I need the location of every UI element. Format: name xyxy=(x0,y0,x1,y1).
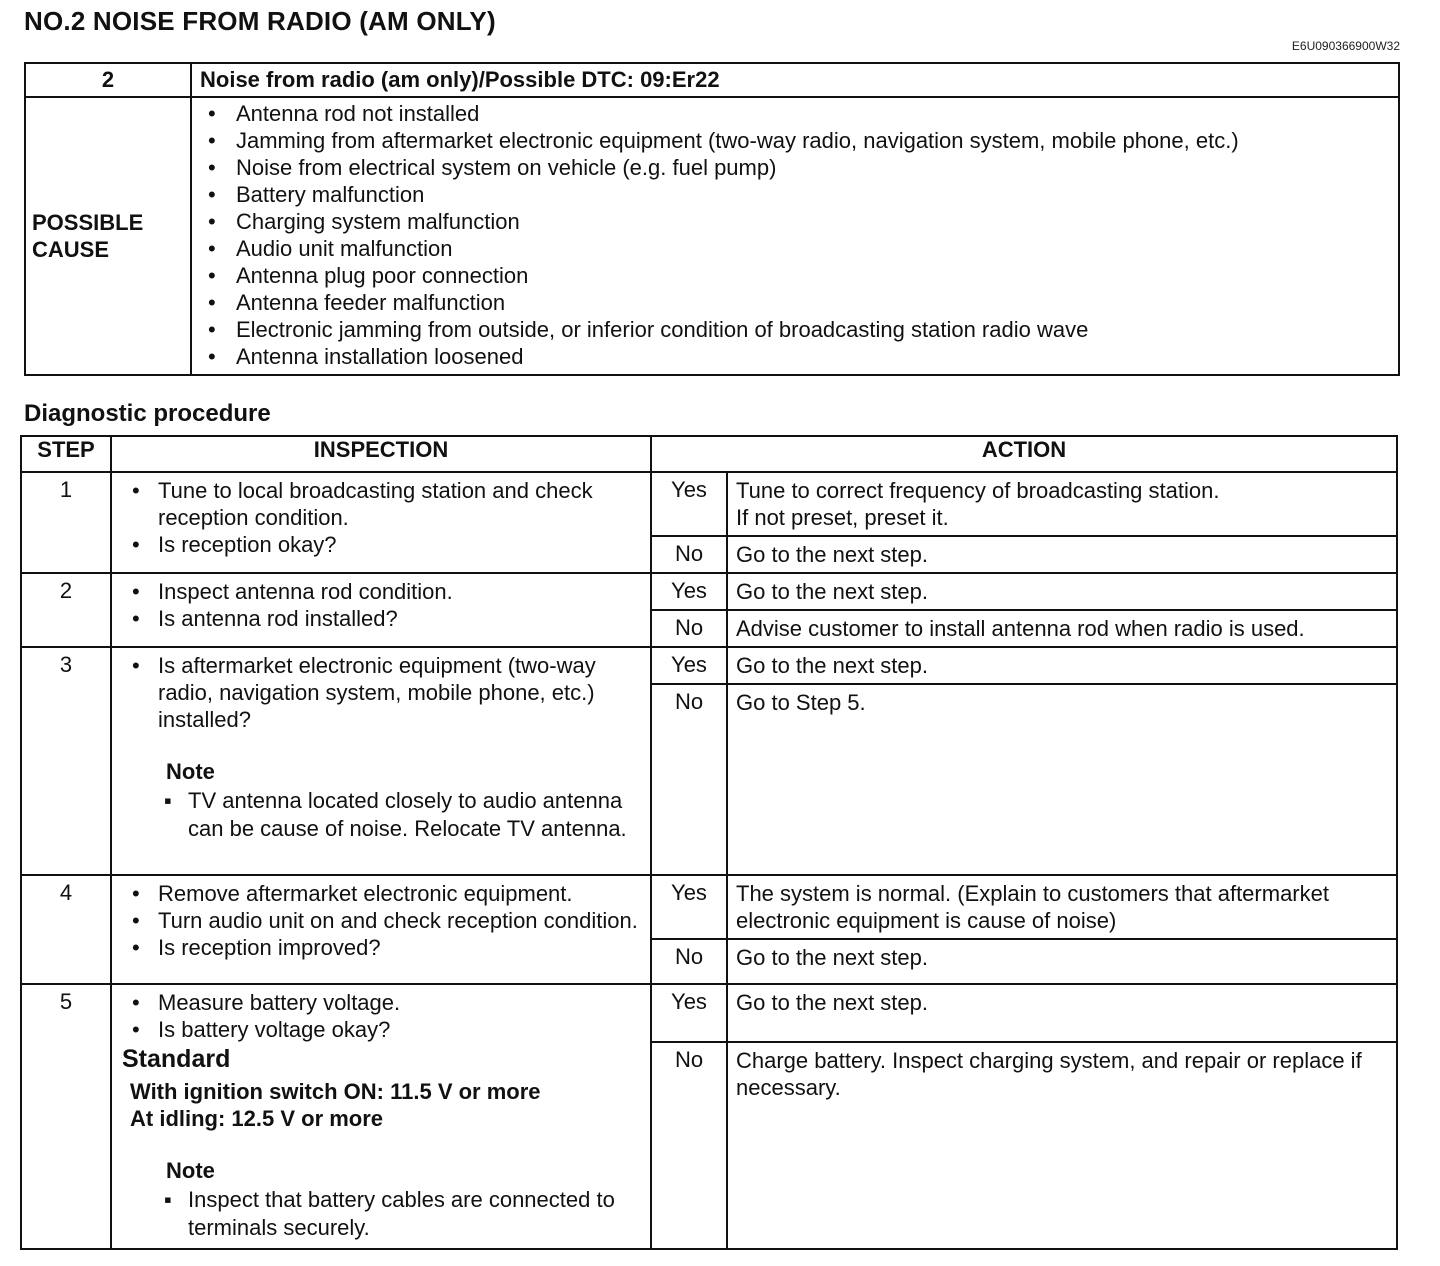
table-row xyxy=(21,647,1397,684)
standard-value: At idling: 12.5 V or more xyxy=(130,1106,384,1131)
cause-item: • Audio unit malfunction xyxy=(192,235,1398,262)
step-number: 5 xyxy=(21,984,111,1249)
inspection-cell xyxy=(111,573,651,647)
no-action: Advise customer to install antenna rod when radio is used. xyxy=(727,610,1397,647)
note-item: ▪ Inspect that battery cables are connected to terminals securely. xyxy=(118,1186,642,1242)
inspection-item: • Remove aftermarket electronic equipment. xyxy=(118,880,642,907)
cause-item: • Antenna feeder malfunction xyxy=(192,289,1398,316)
cause-item: • Battery malfunction xyxy=(192,181,1398,208)
cause-item: • Antenna rod not installed xyxy=(192,100,1398,127)
no-label: No xyxy=(651,684,727,875)
diagnostic-procedure-table xyxy=(20,435,1398,1250)
yes-action: The system is normal. (Explain to customers that aftermarket electronic equipment is cause of noise) xyxy=(727,875,1397,939)
document-code: E6U090366900W32 xyxy=(1291,39,1400,53)
table-row xyxy=(21,875,1397,939)
possible-cause-list-cell xyxy=(191,97,1399,375)
inspection-cell xyxy=(111,647,651,875)
step-number: 3 xyxy=(21,647,111,875)
no-label: No xyxy=(651,1042,727,1249)
cause-item: • Antenna installation loosened xyxy=(192,343,1398,370)
inspection-item: • Tune to local broadcasting station and check reception condition. xyxy=(118,477,642,531)
yes-action: Go to the next step. xyxy=(727,984,1397,1042)
step-number: 4 xyxy=(21,875,111,984)
cause-item: • Electronic jamming from outside, or inferior condition of broadcasting station radio wave xyxy=(192,316,1398,343)
table-row xyxy=(21,573,1397,610)
no-action: Go to Step 5. xyxy=(727,684,1397,875)
standard-title: Standard xyxy=(122,1045,231,1073)
step-number: 1 xyxy=(21,472,111,573)
yes-action: Go to the next step. xyxy=(727,573,1397,610)
possible-cause-list xyxy=(192,100,1398,370)
inspection-item: • Is reception improved? xyxy=(118,934,642,961)
cause-item: • Antenna plug poor connection xyxy=(192,262,1398,289)
symptom-number: 2 xyxy=(25,63,191,97)
inspection-item: • Is antenna rod installed? xyxy=(118,605,642,632)
no-label: No xyxy=(651,939,727,984)
action-text: If not preset, preset it. xyxy=(736,505,949,530)
section-title: Diagnostic procedure xyxy=(24,400,271,427)
no-action: Charge battery. Inspect charging system, and repair or replace if necessary. xyxy=(727,1042,1397,1249)
yes-label: Yes xyxy=(651,472,727,536)
step-number: 2 xyxy=(21,573,111,647)
standard-value: With ignition switch ON: 11.5 V or more xyxy=(130,1079,541,1104)
table-row xyxy=(21,472,1397,536)
note-item: ▪ TV antenna located closely to audio antenna can be cause of noise. Relocate TV antenna. xyxy=(118,787,642,843)
page-title: NO.2 NOISE FROM RADIO (AM ONLY) xyxy=(24,6,496,36)
no-label: No xyxy=(651,536,727,573)
cause-item: • Noise from electrical system on vehicle (e.g. fuel pump) xyxy=(192,154,1398,181)
inspection-item: • Is aftermarket electronic equipment (two-way radio, navigation system, mobile phone, etc.) installed? xyxy=(118,652,642,733)
action-text: Tune to correct frequency of broadcasting station. xyxy=(736,478,1220,503)
table-header-row xyxy=(21,436,1397,472)
note-title: Note xyxy=(166,759,215,784)
yes-action: Go to the next step. xyxy=(727,647,1397,684)
yes-action xyxy=(727,472,1397,536)
symptom-title: Noise from radio (am only)/Possible DTC: 09:Er22 xyxy=(191,63,1399,97)
inspection-cell xyxy=(111,472,651,573)
inspection-item: • Turn audio unit on and check reception condition. xyxy=(118,907,642,934)
yes-label: Yes xyxy=(651,573,727,610)
cause-item: • Charging system malfunction xyxy=(192,208,1398,235)
action-header: ACTION xyxy=(651,436,1397,472)
yes-label: Yes xyxy=(651,984,727,1042)
no-action: Go to the next step. xyxy=(727,536,1397,573)
inspection-cell xyxy=(111,984,651,1249)
no-action: Go to the next step. xyxy=(727,939,1397,984)
possible-cause-table xyxy=(24,62,1400,376)
inspection-header: INSPECTION xyxy=(111,436,651,472)
inspection-item: • Is reception okay? xyxy=(118,531,642,558)
note-title: Note xyxy=(166,1158,215,1183)
possible-cause-label-line2: CAUSE xyxy=(32,237,110,262)
no-label: No xyxy=(651,610,727,647)
inspection-item: • Is battery voltage okay? xyxy=(118,1016,642,1043)
possible-cause-label-line1: POSSIBLE xyxy=(32,210,144,235)
cause-item: • Jamming from aftermarket electronic equipment (two-way radio, navigation system, mobile phone, etc.) xyxy=(192,127,1398,154)
inspection-cell xyxy=(111,875,651,984)
yes-label: Yes xyxy=(651,875,727,939)
inspection-item: • Measure battery voltage. xyxy=(118,989,642,1016)
possible-cause-label xyxy=(25,97,191,375)
inspection-item: • Inspect antenna rod condition. xyxy=(118,578,642,605)
step-header: STEP xyxy=(21,436,111,472)
yes-label: Yes xyxy=(651,647,727,684)
table-row xyxy=(21,984,1397,1042)
